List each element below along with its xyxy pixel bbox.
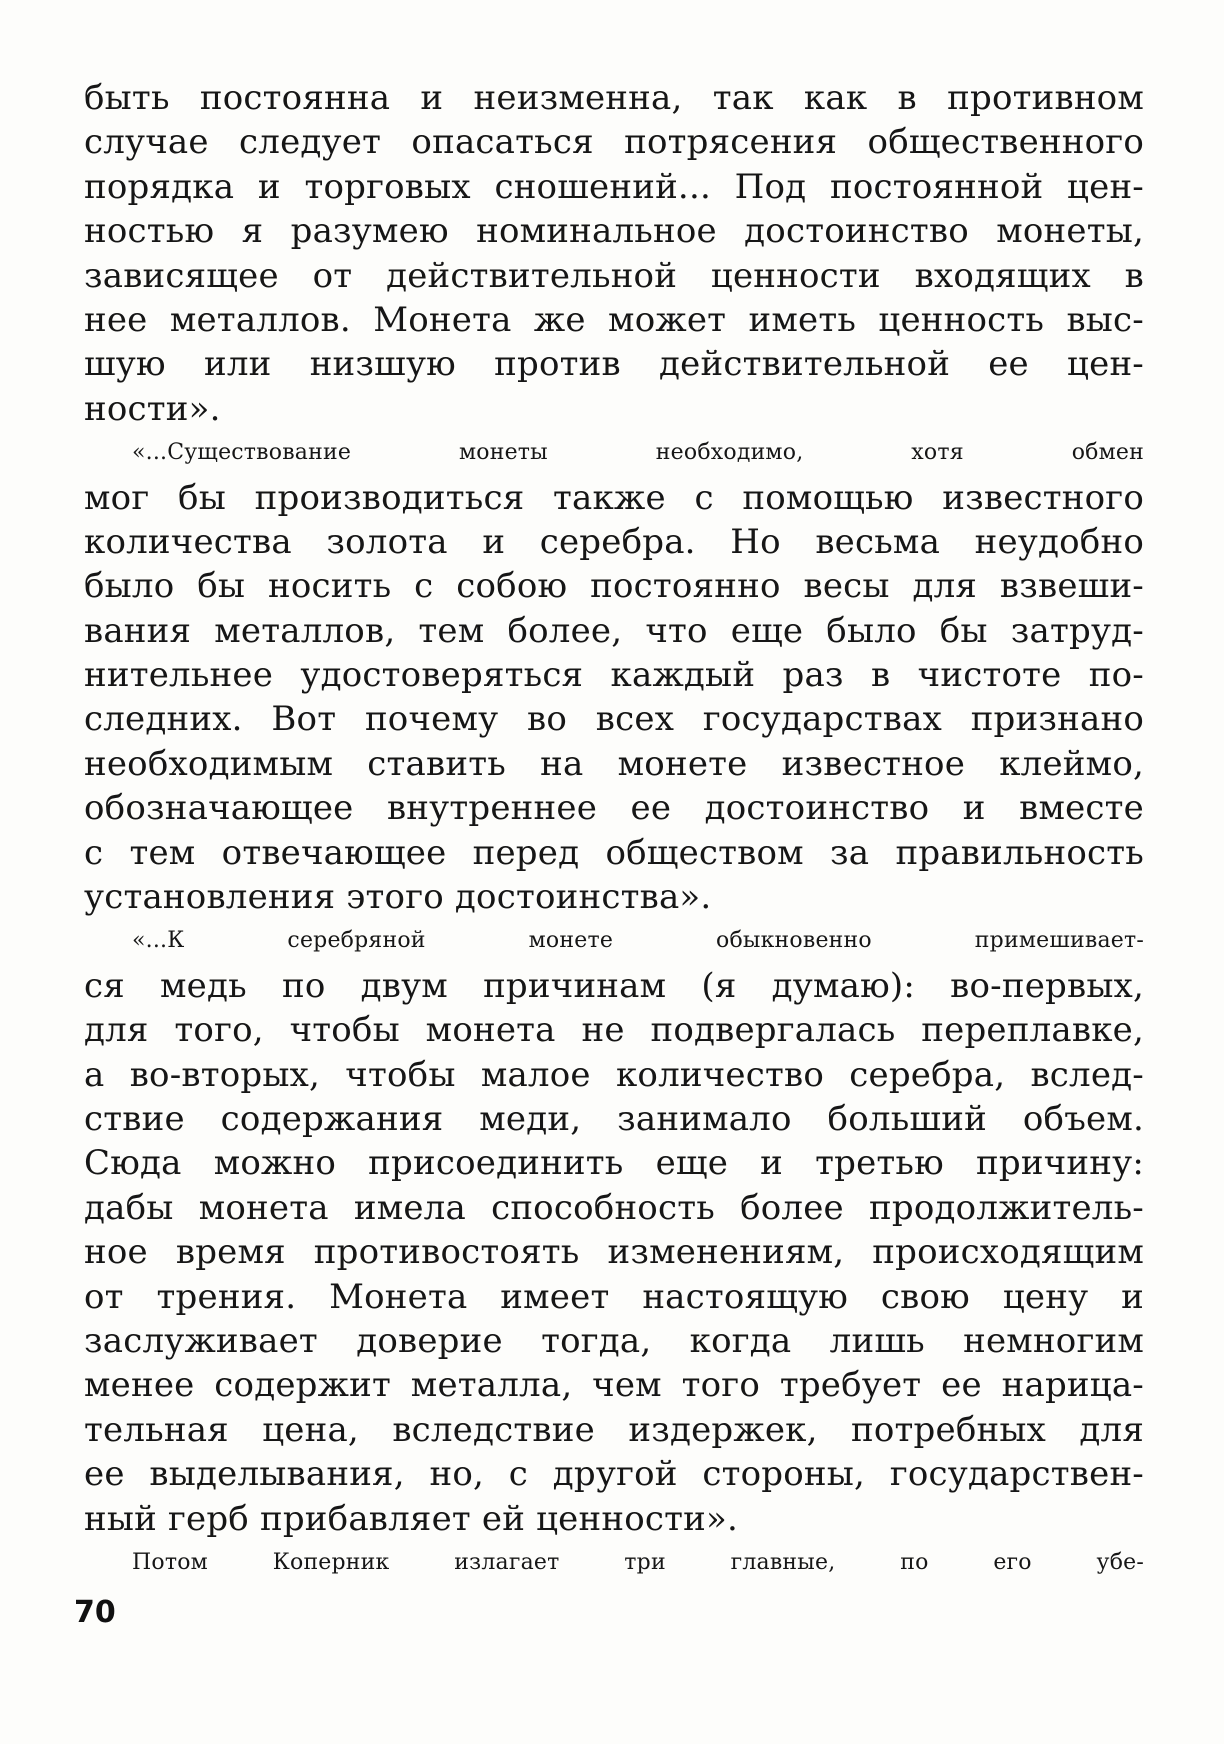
- text-line: порядка и торговых сношений... Под постоянной цен-: [84, 166, 1144, 207]
- text-line: обозначающее внутреннее ее достоинство и вместе: [84, 788, 1144, 829]
- text-line: ствие содержания меди, занимало больший объем.: [84, 1098, 1144, 1139]
- text-line: ный герб прибавляет ей ценности».: [84, 1498, 739, 1539]
- text-line: вания металлов, тем более, что еще было бы затруд-: [84, 610, 1144, 651]
- text-line: мог бы производиться также с помощью известного: [84, 477, 1144, 518]
- text-line: следних. Вот почему во всех государствах признано: [84, 699, 1144, 740]
- text-line: ее выделывания, но, с другой стороны, государствен-: [84, 1454, 1144, 1495]
- text-line: ностью я разумею номинальное достоинство монеты,: [84, 211, 1144, 252]
- text-line: ности».: [84, 388, 221, 429]
- text-line: случае следует опасаться потрясения общественного: [84, 122, 1144, 163]
- text-line: шую или низшую против действительной ее цен-: [84, 344, 1144, 385]
- text-line: а во-вторых, чтобы малое количество серебра, вслед-: [84, 1054, 1144, 1095]
- body-text: [84, 76, 1144, 1585]
- text-line: «...К серебряной монете обыкновенно примешивает-: [132, 928, 1144, 954]
- text-line: установления этого достоинства».: [84, 877, 712, 918]
- text-line: от трения. Монета имеет настоящую свою цену и: [84, 1276, 1144, 1317]
- text-line: тельная цена, вследствие издержек, потребных для: [84, 1409, 1144, 1450]
- paragraph: [84, 76, 1144, 431]
- text-line: Сюда можно присоединить еще и третью причину:: [84, 1143, 1144, 1184]
- text-line: количества золота и серебра. Но весьма неудобно: [84, 521, 1144, 562]
- text-line: с тем отвечающее перед обществом за правильность: [84, 832, 1144, 873]
- text-line: быть постоянна и неизменна, так как в противном: [84, 78, 1144, 118]
- text-line: менее содержит металла, чем того требует ее нарица-: [84, 1365, 1144, 1406]
- paragraph: [84, 919, 1144, 1540]
- text-line: нительнее удостоверяться каждый раз в чистоте по-: [84, 655, 1144, 696]
- paragraph: [84, 1541, 1144, 1585]
- text-line: Потом Коперник излагает три главные, по его убе-: [132, 1549, 1144, 1575]
- text-line: было бы носить с собою постоянно весы для взвеши-: [84, 566, 1144, 607]
- text-line: для того, чтобы монета не подвергалась переплавке,: [84, 1010, 1144, 1051]
- text-line: заслуживает доверие тогда, когда лишь немногим: [84, 1320, 1144, 1361]
- text-line: «...Существование монеты необходимо, хотя обмен: [132, 440, 1144, 466]
- text-line: нее металлов. Монета же может иметь ценность выс-: [84, 299, 1144, 340]
- paragraph: [84, 431, 1144, 919]
- page-number: 70: [74, 1595, 116, 1630]
- text-line: ся медь по двум причинам (я думаю): во-первых,: [84, 965, 1144, 1006]
- text-line: ное время противостоять изменениям, происходящим: [84, 1232, 1144, 1273]
- text-line: дабы монета имела способность более продолжитель-: [84, 1187, 1144, 1228]
- text-line: необходимым ставить на монете известное клеймо,: [84, 743, 1144, 784]
- text-line: зависящее от действительной ценности входящих в: [84, 255, 1144, 296]
